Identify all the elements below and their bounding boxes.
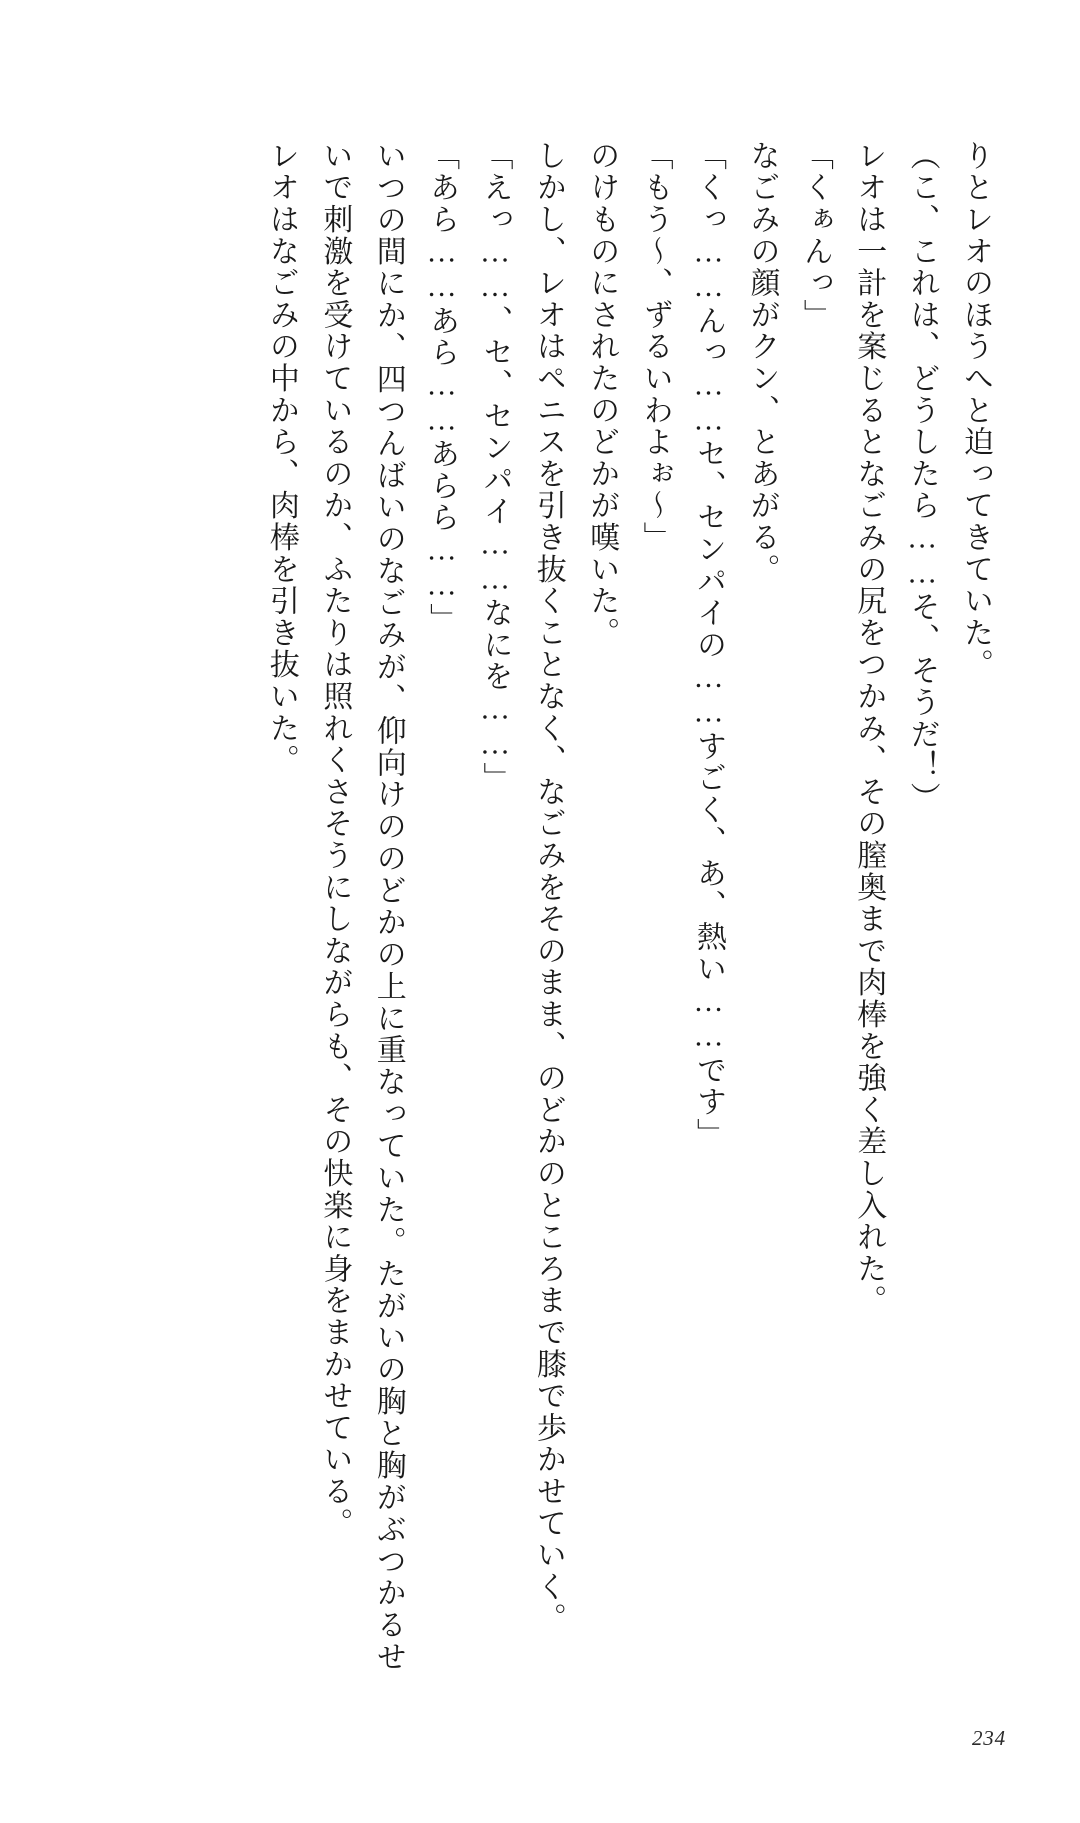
paragraph: 「もう～、ずるいわよぉ～」: [638, 140, 672, 554]
paragraph: 「くっ……んっ……セ、センパイの……すごく、あ、熱い……です」: [692, 140, 726, 1150]
paragraph: りとレオのほうへと迫ってきていた。: [959, 140, 992, 681]
page-text-body: [96, 140, 1002, 1673]
paragraph: なごみの顔がクン、とあがる。: [745, 140, 779, 586]
paragraph: 「くぁんっ」: [798, 140, 832, 331]
page-number: 234: [971, 1726, 1006, 1750]
paragraph: しかし、レオはペニスを引き抜くことなく、なごみをそのまま、のどかのところまで膝で歩かせていく。: [531, 140, 565, 1635]
paragraph: のけものにされたのどかが嘆いた。: [585, 140, 619, 649]
paragraph: 「あら……あら……あらら……」: [425, 140, 459, 635]
paragraph: いつの間にか、四つんばいのなごみが、仰向けののどかの上に重なっていた。たがいの胸と胸がぶつかるせいで刺激を受けているのか、ふたりは照れくさそうにしながらも、その快楽に身をまかせている。: [318, 140, 405, 1673]
paragraph: 「えっ……、セ、センパイ……なにを……」: [478, 140, 512, 794]
paragraph: レオは一計を案じるとなごみの尻をつかみ、その膣奥まで肉棒を強く差し入れた。: [852, 140, 886, 1317]
paragraph: （こ、これは、どうしたら……そ、そうだ！）: [905, 140, 939, 814]
paragraph: レオはなごみの中から、肉棒を引き抜いた。: [264, 140, 298, 776]
